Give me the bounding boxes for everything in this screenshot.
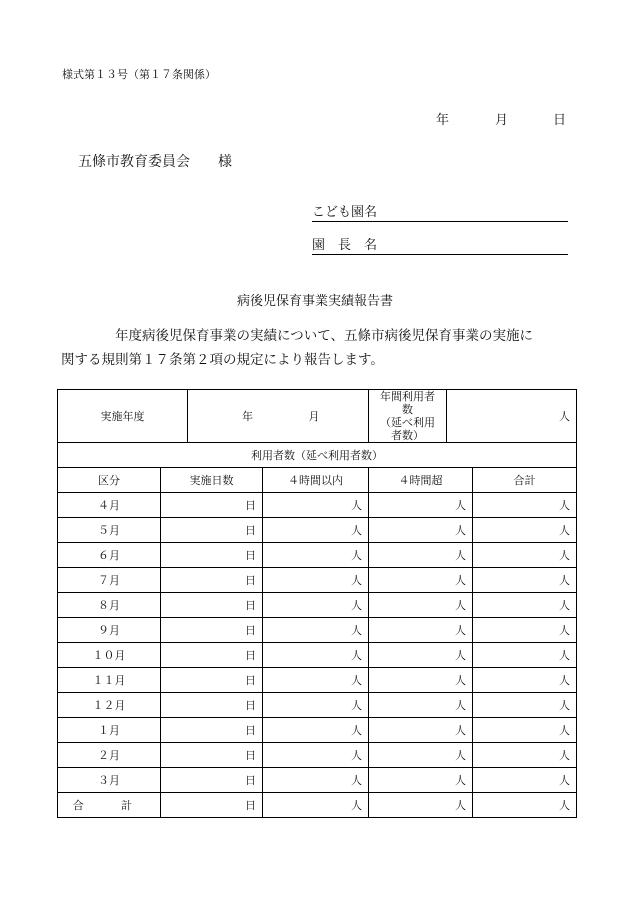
under4-cell[interactable]: 人 <box>263 718 369 743</box>
recipient: 五條市教育委員会 様 <box>78 154 232 170</box>
over4-cell[interactable]: 人 <box>369 618 473 643</box>
users-heading-row <box>58 443 577 468</box>
year-unit: 年 <box>242 409 253 423</box>
under4-cell[interactable]: 人 <box>263 643 369 668</box>
days-cell[interactable]: 日 <box>161 718 263 743</box>
table-row <box>58 643 577 668</box>
total-cell[interactable]: 人 <box>473 643 577 668</box>
table-row <box>58 743 577 768</box>
under4-cell[interactable]: 人 <box>263 493 369 518</box>
month-label: １１月 <box>58 668 161 693</box>
days-cell[interactable]: 日 <box>161 768 263 793</box>
total-cell[interactable]: 人 <box>473 743 577 768</box>
users-heading: 利用者数（延べ利用者数） <box>58 443 577 468</box>
under4-cell[interactable]: 人 <box>263 543 369 568</box>
total-days-cell[interactable]: 日 <box>161 793 263 818</box>
table-row <box>58 543 577 568</box>
under4-cell[interactable]: 人 <box>263 668 369 693</box>
days-cell[interactable]: 日 <box>161 618 263 643</box>
annual-users-input[interactable] <box>447 390 577 443</box>
total-cell[interactable]: 人 <box>473 768 577 793</box>
total-row <box>58 793 577 818</box>
total-cell[interactable]: 人 <box>473 493 577 518</box>
over4-cell[interactable]: 人 <box>369 568 473 593</box>
annual-users-label <box>369 390 447 443</box>
total-cell[interactable]: 人 <box>473 593 577 618</box>
table-row <box>58 768 577 793</box>
total-cell[interactable]: 人 <box>473 518 577 543</box>
total-cell[interactable]: 人 <box>473 668 577 693</box>
total-cell[interactable]: 人 <box>473 618 577 643</box>
table-row <box>58 568 577 593</box>
days-cell[interactable]: 日 <box>161 643 263 668</box>
days-cell[interactable]: 日 <box>161 568 263 593</box>
month-label: ８月 <box>58 593 161 618</box>
under4-cell[interactable]: 人 <box>263 593 369 618</box>
under4-cell[interactable]: 人 <box>263 618 369 643</box>
over4-cell[interactable]: 人 <box>369 718 473 743</box>
table-row <box>58 718 577 743</box>
total-cell[interactable]: 人 <box>473 543 577 568</box>
date-year-label: 年 <box>436 113 450 128</box>
total-over4-cell[interactable]: 人 <box>369 793 473 818</box>
form-number: 様式第１３号（第１７条関係） <box>62 68 216 81</box>
month-unit: 月 <box>308 409 320 423</box>
days-cell[interactable]: 日 <box>161 668 263 693</box>
total-cell[interactable]: 人 <box>473 693 577 718</box>
month-label: ９月 <box>58 618 161 643</box>
month-label: １２月 <box>58 693 161 718</box>
over4-cell[interactable]: 人 <box>369 593 473 618</box>
month-label: ３月 <box>58 768 161 793</box>
over4-cell[interactable]: 人 <box>369 693 473 718</box>
table-row <box>58 493 577 518</box>
date-day-label: 日 <box>553 113 567 128</box>
total-total-cell[interactable]: 人 <box>473 793 577 818</box>
fiscal-year-input[interactable] <box>188 390 369 443</box>
col-header-under4: ４時間以内 <box>263 468 369 493</box>
under4-cell[interactable]: 人 <box>263 518 369 543</box>
month-rows <box>58 493 577 793</box>
days-cell[interactable]: 日 <box>161 593 263 618</box>
under4-cell[interactable]: 人 <box>263 693 369 718</box>
total-label: 合 計 <box>58 793 161 818</box>
document-title: 病後児保育事業実績報告書 <box>236 294 393 309</box>
col-header-category: 区分 <box>58 468 161 493</box>
month-label: １月 <box>58 718 161 743</box>
col-header-total: 合計 <box>473 468 577 493</box>
days-cell[interactable]: 日 <box>161 693 263 718</box>
statement-line-1: 年度病後児保育事業の実績について、五條市病後児保育事業の実施に <box>115 328 533 344</box>
days-cell[interactable]: 日 <box>161 518 263 543</box>
fiscal-year-row <box>58 390 577 443</box>
total-cell[interactable]: 人 <box>473 718 577 743</box>
total-cell[interactable]: 人 <box>473 568 577 593</box>
month-label: ６月 <box>58 543 161 568</box>
month-label: ４月 <box>58 493 161 518</box>
statement-line-2: 関する規則第１７条第２項の規定により報告します。 <box>61 352 384 368</box>
table-row <box>58 618 577 643</box>
table-row <box>58 593 577 618</box>
over4-cell[interactable]: 人 <box>369 493 473 518</box>
days-cell[interactable]: 日 <box>161 493 263 518</box>
under4-cell[interactable]: 人 <box>263 743 369 768</box>
under4-cell[interactable]: 人 <box>263 768 369 793</box>
over4-cell[interactable]: 人 <box>369 768 473 793</box>
fiscal-year-label: 実施年度 <box>58 390 188 443</box>
report-table <box>57 389 577 818</box>
annual-users-label-sub: （延べ利用者数） <box>380 416 436 442</box>
over4-cell[interactable]: 人 <box>369 543 473 568</box>
principal-name-label: 園 長 名 <box>312 238 378 253</box>
total-under4-cell[interactable]: 人 <box>263 793 369 818</box>
column-header-row <box>58 468 577 493</box>
table-row <box>58 668 577 693</box>
days-cell[interactable]: 日 <box>161 543 263 568</box>
report-statement <box>61 324 577 372</box>
col-header-over4: ４時間超 <box>369 468 473 493</box>
col-header-days: 実施日数 <box>161 468 263 493</box>
month-label: ２月 <box>58 743 161 768</box>
table-row <box>58 518 577 543</box>
table-row <box>58 693 577 718</box>
days-cell[interactable]: 日 <box>161 743 263 768</box>
principal-name-field[interactable] <box>312 234 568 255</box>
month-label: １０月 <box>58 643 161 668</box>
month-label: ７月 <box>58 568 161 593</box>
annual-users-unit: 人 <box>559 409 571 423</box>
over4-cell[interactable]: 人 <box>369 643 473 668</box>
over4-cell[interactable]: 人 <box>369 743 473 768</box>
date-month-label: 月 <box>495 113 509 128</box>
over4-cell[interactable]: 人 <box>369 668 473 693</box>
month-label: ５月 <box>58 518 161 543</box>
school-name-field[interactable] <box>312 201 568 222</box>
annual-users-label-main: 年間利用者数 <box>380 390 436 416</box>
school-name-label: こども園名 <box>312 205 378 220</box>
under4-cell[interactable]: 人 <box>263 568 369 593</box>
over4-cell[interactable]: 人 <box>369 518 473 543</box>
